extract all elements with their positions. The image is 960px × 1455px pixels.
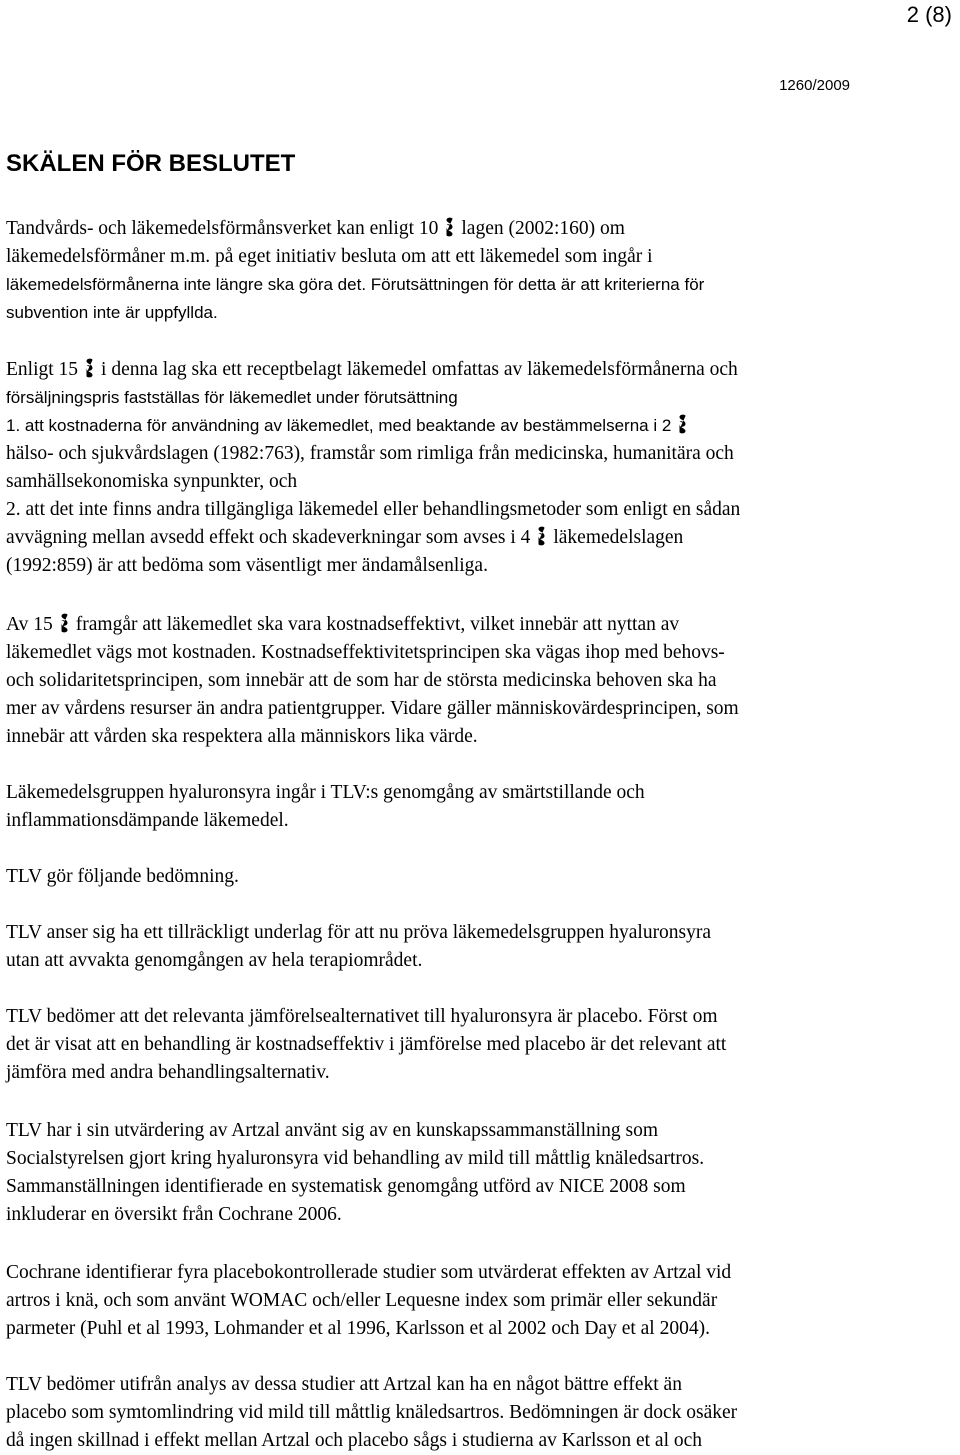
text-line: placebo som symtomlindring vid mild till måttlig knäledsartros. Bedömningen är dock osäker [6,1402,738,1423]
paragraph-9 [6,1259,731,1343]
text-line: mer av vårdens resurser än andra patientgrupper. Vidare gäller människovärdesprincipen, som [6,698,739,719]
section-sign-icon [674,413,691,435]
text-line: och solidaritetsprincipen, som innebär att de som har de största medicinska behoven ska ha [6,670,717,691]
text-line: Cochrane identifierar fyra placebokontrollerade studier som utvärderat effekten av Artzal vid [6,1262,732,1283]
page-number: 2 (8) [906,2,952,27]
paragraph-6 [6,919,711,975]
text-line: Tandvårds- och läkemedelsförmånsverket kan enligt 10 lagen (2002:160) om [6,218,625,239]
text-line: Läkemedelsgruppen hyaluronsyra ingår i TLV:s genomgång av smärtstillande och [6,782,645,803]
paragraph-7 [6,1003,726,1087]
text-line: då ingen skillnad i effekt mellan Artzal och placebo sågs i studierna av Karlsson et al och [6,1430,703,1451]
document-reference: 1260/2009 [779,77,850,94]
text-line: försäljningspris fastställas för läkemedlet under förutsättning [6,388,458,407]
section-sign-icon [56,612,73,634]
text-line: läkemedelsförmåner m.m. på eget initiativ besluta om att ett läkemedel som ingår i [6,246,653,267]
text-line: samhällsekonomiska synpunkter, och [6,471,298,492]
text-line: det är visat att en behandling är kostnadseffektiv i jämförelse med placebo är det relevant att [6,1034,727,1055]
text-line: utan att avvakta genomgången av hela terapiområdet. [6,950,423,971]
text-line: Socialstyrelsen gjort kring hyaluronsyra vid behandling av mild till måttlig knäledsartros. [6,1148,705,1169]
text-line: TLV bedömer utifrån analys av dessa studier att Artzal kan ha en något bättre effekt än [6,1374,682,1395]
text-line: läkemedelsförmånerna inte längre ska göra det. Förutsättningen för detta är att kriterierna för [6,275,705,294]
text-line: TLV anser sig ha ett tillräckligt underlag för att nu pröva läkemedelsgruppen hyaluronsyra [6,922,712,943]
text-line: Sammanställningen identifierade en systematisk genomgång utförd av NICE 2008 som [6,1176,686,1197]
paragraph-4 [6,779,645,835]
paragraph-3 [6,611,739,751]
text-line: TLV har i sin utvärdering av Artzal använt sig av en kunskapssammanställning som [6,1120,659,1141]
text-line: inflammationsdämpande läkemedel. [6,810,289,831]
paragraph-10 [6,1371,737,1455]
paragraph-5 [6,863,239,891]
text-line: jämföra med andra behandlingsalternativ. [6,1062,330,1083]
text-line: parmeter (Puhl et al 1993, Lohmander et al 1996, Karlsson et al 2002 och Day et al 2004). [6,1318,710,1339]
text-line: subvention inte är uppfyllda. [6,303,218,322]
paragraph-8 [6,1117,704,1229]
text-line: läkemedlet vägs mot kostnaden. Kostnadseffektivitetsprincipen ska vägas ihop med behovs- [6,642,725,663]
text-line: (1992:859) är att bedöma som väsentligt mer ändamålsenliga. [6,555,488,576]
text-line: Av 15 framgår att läkemedlet ska vara kostnadseffektivt, vilket innebär att nyttan av [6,614,680,635]
text-line: Enligt 15 i denna lag ska ett receptbelagt läkemedel omfattas av läkemedelsförmånerna och [6,359,738,380]
paragraph-2 [6,356,740,580]
text-line: innebär att vården ska respektera alla människors lika värde. [6,726,478,747]
text-line: artros i knä, och som använt WOMAC och/eller Lequesne index som primär eller sekundär [6,1290,718,1311]
text-line: inkluderar en översikt från Cochrane 2006. [6,1204,342,1225]
paragraph-1 [6,215,704,327]
section-heading: SKÄLEN FÖR BESLUTET [6,150,296,177]
text-line: 2. att det inte finns andra tillgängliga läkemedel eller behandlingsmetoder som enligt en sådan [6,499,741,520]
text-line: hälso- och sjukvårdslagen (1982:763), framstår som rimliga från medicinska, humanitära och [6,443,734,464]
text-line: TLV bedömer att det relevanta jämförelsealternativet till hyaluronsyra är placebo. Först om [6,1006,718,1027]
section-sign-icon [441,216,458,238]
section-sign-icon [81,357,98,379]
section-sign-icon [533,525,550,547]
text-line: avvägning mellan avsedd effekt och skadeverkningar som avses i 4 läkemedelslagen [6,527,684,548]
text-line: TLV gör följande bedömning. [6,866,239,887]
text-line: 1. att kostnaderna för användning av läkemedlet, med beaktande av bestämmelserna i 2 [6,412,740,440]
